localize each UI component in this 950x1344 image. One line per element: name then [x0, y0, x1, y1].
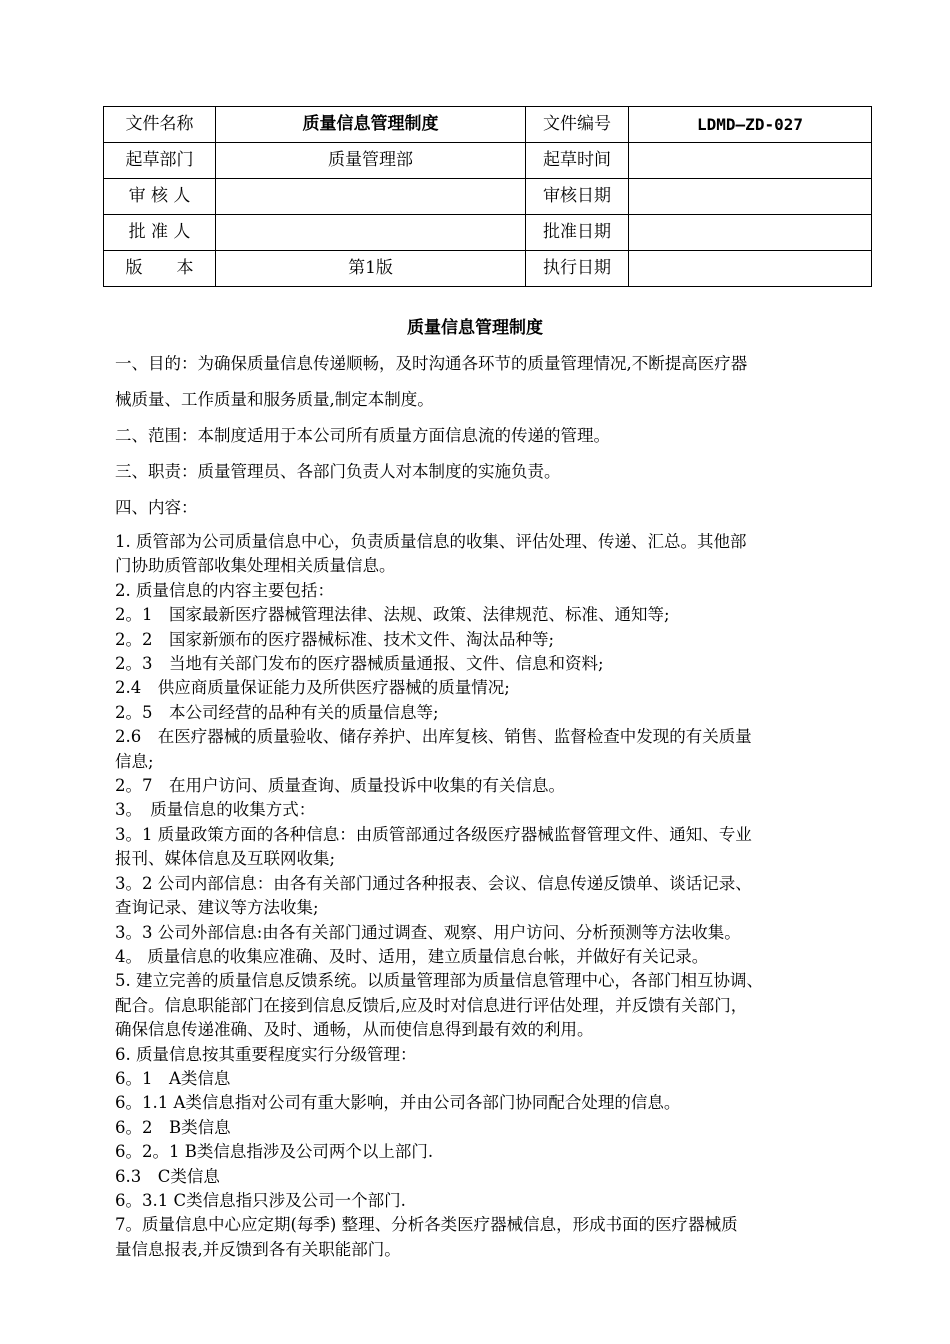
paragraph: 3。 质量信息的收集方式：: [115, 800, 316, 820]
label-version: 版 本: [104, 251, 216, 287]
paragraph: 6。2 B类信息: [115, 1117, 231, 1137]
paragraph: 门协助质管部收集处理相关质量信息。: [115, 556, 396, 576]
table-row: [104, 179, 872, 215]
value-review-date: [629, 179, 872, 215]
paragraph: 6。1.1 A类信息指对公司有重大影响，并由公司各部门协同配合处理的信息。: [115, 1093, 681, 1113]
table-row: [104, 143, 872, 179]
label-approve-date: 批准日期: [526, 215, 629, 251]
document-title: 质量信息管理制度: [407, 318, 543, 338]
content-section: [115, 530, 865, 1262]
paragraph: 四、内容：: [115, 498, 198, 517]
label-draft-dept: 起草部门: [104, 143, 216, 179]
paragraph: 3。2 公司内部信息：由各有关部门通过各种报表、会议、信息传递反馈单、谈话记录、: [115, 873, 752, 893]
paragraph: 2。1 国家最新医疗器械管理法律、法规、政策、法律规范、标准、通知等;: [115, 605, 670, 625]
label-draft-time: 起草时间: [526, 143, 629, 179]
paragraph: 6。1 A类信息: [115, 1068, 231, 1088]
paragraph: 6。2。1 B类信息指涉及公司两个以上部门.: [115, 1142, 434, 1162]
label-approver: 批 准 人: [104, 215, 216, 251]
paragraph: 6. 质量信息按其重要程度实行分级管理：: [115, 1044, 417, 1064]
paragraph: 2. 质量信息的内容主要包括：: [115, 580, 334, 600]
paragraph: 2.4 供应商质量保证能力及所供医疗器械的质量情况;: [115, 678, 510, 698]
paragraph: 二、范围：本制度适用于本公司所有质量方面信息流的传递的管理。: [115, 426, 610, 445]
intro-section: [115, 346, 865, 526]
paragraph: 三、职责：质量管理员、各部门负责人对本制度的实施负责。: [115, 462, 561, 481]
label-review-date: 审核日期: [526, 179, 629, 215]
table-row: [104, 107, 872, 143]
paragraph: 7。质量信息中心应定期(每季) 整理、分析各类医疗器械信息，形成书面的医疗器械质: [115, 1215, 738, 1235]
value-file-name: 质量信息管理制度: [216, 107, 526, 143]
label-file-name: 文件名称: [104, 107, 216, 143]
paragraph: 2。7 在用户访问、质量查询、质量投诉中收集的有关信息。: [115, 776, 565, 796]
value-approve-date: [629, 215, 872, 251]
paragraph: 2。3 当地有关部门发布的医疗器械质量通报、文件、信息和资料;: [115, 654, 604, 674]
document-body: [115, 346, 865, 1262]
paragraph: 3。3 公司外部信息:由各有关部门通过调查、观察、用户访问、分析预测等方法收集。: [115, 922, 741, 942]
value-draft-time: [629, 143, 872, 179]
label-file-number: 文件编号: [526, 107, 629, 143]
paragraph: 2。5 本公司经营的品种有关的质量信息等;: [115, 702, 439, 722]
table-row: [104, 251, 872, 287]
value-draft-dept: 质量管理部: [216, 143, 526, 179]
paragraph: 6.3 C类信息: [115, 1166, 220, 1186]
paragraph: 1. 质管部为公司质量信息中心，负责质量信息的收集、评估处理、传递、汇总。其他部: [115, 532, 747, 551]
paragraph: 报刊、媒体信息及互联网收集;: [115, 849, 336, 869]
document-header-table: [103, 106, 872, 287]
value-exec-date: [629, 251, 872, 287]
label-exec-date: 执行日期: [526, 251, 629, 287]
paragraph: 2。2 国家新颁布的医疗器械标准、技术文件、淘汰品种等;: [115, 629, 555, 649]
paragraph: 6。3.1 C类信息指只涉及公司一个部门.: [115, 1190, 406, 1210]
paragraph: 械质量、工作质量和服务质量,制定本制度。: [115, 390, 434, 409]
label-reviewer: 审 核 人: [104, 179, 216, 215]
paragraph: 配合。信息职能部门在接到信息反馈后,应及时对信息进行评估处理，并反馈有关部门，: [115, 995, 748, 1015]
paragraph: 5. 建立完善的质量信息反馈系统。以质量管理部为质量信息管理中心，各部门相互协调、: [115, 971, 763, 991]
paragraph: 量信息报表,并反馈到各有关职能部门。: [115, 1239, 401, 1259]
paragraph: 确保信息传递准确、及时、通畅，从而使信息得到最有效的利用。: [115, 1020, 594, 1040]
paragraph: 4。 质量信息的收集应准确、及时、适用，建立质量信息台帐，并做好有关记录。: [115, 946, 709, 966]
paragraph: 3。1 质量政策方面的各种信息：由质管部通过各级医疗器械监督管理文件、通知、专业: [115, 824, 752, 844]
table-row: [104, 215, 872, 251]
paragraph: 一、目的：为确保质量信息传递顺畅，及时沟通各环节的质量管理情况,不断提高医疗器: [115, 354, 748, 373]
paragraph: 2.6 在医疗器械的质量验收、储存养护、出库复核、销售、监督检查中发现的有关质量: [115, 727, 752, 747]
value-version: 第1版: [216, 251, 526, 287]
paragraph: 信息;: [115, 751, 154, 771]
value-file-number: LDMD—ZD-027: [629, 107, 872, 143]
value-reviewer: [216, 179, 526, 215]
value-approver: [216, 215, 526, 251]
paragraph: 查询记录、建议等方法收集;: [115, 898, 319, 918]
